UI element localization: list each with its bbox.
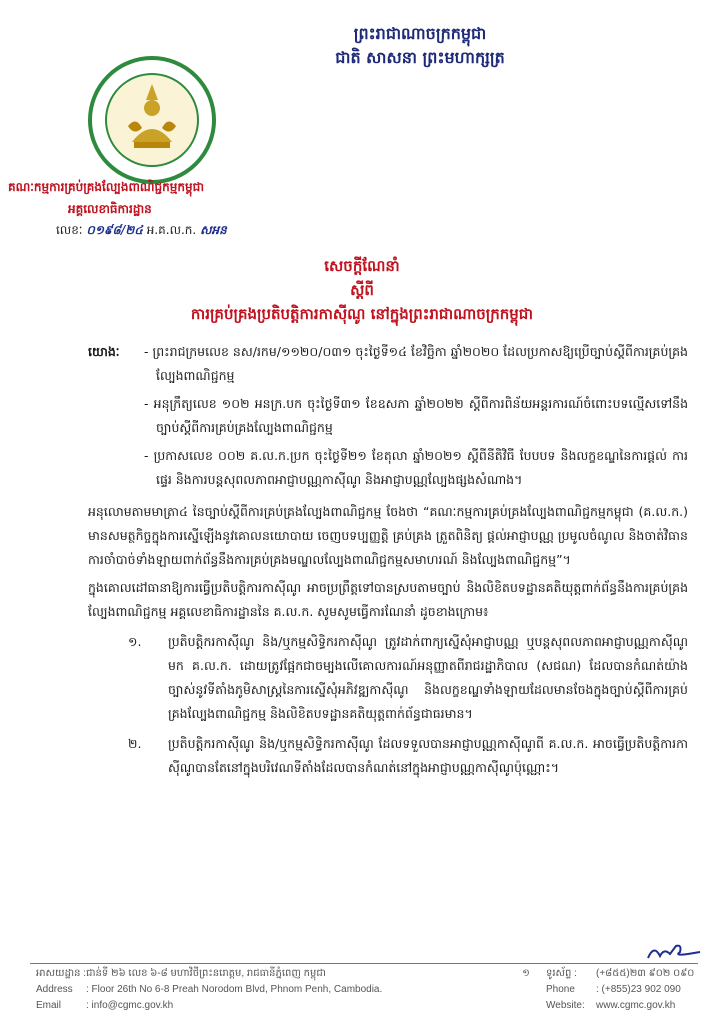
body-paragraph: ក្នុងគោលដៅធានាឱ្យការធ្វើប្រតិបត្តិការកាស៊ីណូ អាចប្រព្រឹត្តទៅបានស្របតាមច្បាប់ និងលិខិតបទដ្ឋានគតិយុត្តពាក់ព័ន្ធនឹងការគ្រប់គ្រងល្បែងពាណិជ្ជកម្ម អគ្គលេខាធិការដ្ឋាននៃ គ.ល.ក. សូមសូមធ្វើការណែនាំ ដូចខាងក្រោម៖	[88, 580, 688, 619]
footer-phone-label-kh: ទូរស័ព្ទ :	[546, 968, 577, 979]
footer-address: : Floor 26th No 6-8 Preah Norodom Blvd, Phnom Penh, Cambodia.	[86, 984, 383, 995]
organization-name: គណៈកម្មការគ្រប់គ្រងល្បែងពាណិជ្ជកម្មកម្ពុជា	[8, 180, 205, 194]
item-number: ២.	[128, 736, 142, 751]
footer-email-label: Email	[36, 1000, 62, 1011]
reference-item: - អនុក្រឹត្យលេខ ១០២ អនក្រ.បក ចុះថ្ងៃទី៣១ ខែឧសភា ឆ្នាំ២០២២ ស្តីពីការពិន័យអន្តរការណ៍ចំពោះបទល្មើសទៅនឹងច្បាប់ស្តីពីការគ្រប់គ្រងល្បែងពាណិជ្ជកម្ម	[144, 396, 688, 435]
footer-address-label-kh: អាសយដ្ឋាន :	[36, 968, 86, 979]
initials-signature	[644, 940, 704, 964]
kingdom-name: ព្រះរាជាណាចក្រកម្ពុជា	[353, 24, 487, 43]
item-text: ប្រតិបត្តិករកាស៊ីណូ និង/ឬកម្មសិទ្ធិករកាស៊ីណូ ដែលទទួលបានអាជ្ញាបណ្ណកាស៊ីណូពី គ.ល.ក. អាចធ្វើប្រតិបត្តិការកាស៊ីណូបានតែនៅក្នុងបរិវេណទីតាំងដែលបានកំណត់នៅក្នុងអាជ្ញាបណ្ណកាស៊ីណូប៉ុណ្ណោះ។	[168, 736, 688, 775]
issuing-organization	[8, 176, 318, 220]
numbered-item	[88, 630, 688, 726]
title-line-3: ការគ្រប់គ្រងប្រតិបត្តិការកាស៊ីណូ នៅក្នុងព្រះរាជាណាចក្រកម្ពុជា	[190, 305, 534, 323]
references-label: យោងៈ	[88, 344, 120, 359]
footer-website-label: Website:	[546, 1000, 585, 1011]
reference-item: - ប្រកាសលេខ ០០២ គ.ល.ក.ប្រក ចុះថ្ងៃទី២១ ខែតុលា ឆ្នាំ២០២១ ស្តីពីនីតិវិធី បែបបទ និងលក្ខខណ្ឌនៃការផ្តល់ ការផ្ទេរ និងការបន្តសុពលភាពអាជ្ញាបណ្ណកាស៊ីណូ និងអាជ្ញាបណ្ណល្បែងផ្សងសំណាង។	[144, 448, 688, 487]
footer-phone-kh: (+៨៥៥)២៣ ៩០២ ០៩០	[596, 968, 695, 979]
ref-suffix: អ.គ.ល.ក.	[146, 223, 197, 237]
page-number: ១	[522, 968, 530, 979]
numbered-item	[88, 732, 688, 780]
footer-phone: : (+855)23 902 090	[596, 984, 681, 995]
reference-item: - ព្រះរាជក្រមលេខ នស/រកម/១១២០/០៣១ ចុះថ្ងៃទី១៤ ខែវិច្ឆិកា ឆ្នាំ២០២០ ដែលប្រកាសឱ្យប្រើច្បាប់ស្តីពីការគ្រប់គ្រងល្បែងពាណិជ្ជកម្ម	[144, 344, 688, 383]
footer-divider	[30, 963, 698, 964]
item-text: ប្រតិបត្តិករកាស៊ីណូ និង/ឬកម្មសិទ្ធិករកាស៊ីណូ ត្រូវដាក់ពាក្យស្នើសុំអាជ្ញាបណ្ណ ឬបន្តសុពលភាពអាជ្ញាបណ្ណកាស៊ីណូ មក គ.ល.ក. ដោយត្រូវផ្អែកជាចម្បងលើគោលការណ៍អនុញ្ញាតពីរាជរដ្ឋាភិបាល (សជណ) ដែលបានកំណត់យ៉ាងច្បាស់នូវទីតាំងភូមិសាស្ត្រនៃការស្នើសុំអភិវឌ្ឍកាស៊ីណូ និងលក្ខខណ្ឌទាំងឡាយដែលមានចែងក្នុងច្បាប់ស្តីពីការគ្រប់គ្រងល្បែងពាណិជ្ជកម្ម និងលិខិតបទដ្ឋានគតិយុត្តពាក់ព័ន្ធជាធរមាន។	[168, 634, 688, 721]
ref-number: ០១៩៨/២៤	[86, 223, 143, 237]
ref-handwritten: សអន	[200, 223, 227, 237]
document-body	[88, 340, 688, 786]
footer-phone-label: Phone	[546, 984, 575, 995]
page-footer	[36, 966, 696, 1014]
reference-number	[56, 222, 227, 240]
item-number: ១.	[128, 634, 142, 649]
national-motto: ជាតិ សាសនា ព្រះមហាក្សត្រ	[335, 48, 505, 67]
document-title	[0, 254, 724, 326]
body-paragraph: អនុលោមតាមមាត្រា៤ នៃច្បាប់ស្តីពីការគ្រប់គ្រងល្បែងពាណិជ្ជកម្ម ចែងថា “គណៈកម្មការគ្រប់គ្រងល្បែងពាណិជ្ជកម្មកម្ពុជា (គ.ល.ក.) មានសមត្ថកិច្ចក្នុងការស្នើឡើងនូវគោលនយោបាយ ចេញបទប្បញ្ញត្តិ គ្រប់គ្រង ត្រួតពិនិត្យ ផ្តល់អាជ្ញាបណ្ណ ប្រមូលចំណូល និងចាត់វិធានការចាំបាច់ទាំងឡាយពាក់ព័ន្ធនឹងការគ្រប់គ្រងមណ្ឌលល្បែងពាណិជ្ជកម្មសមាហរណ៍ និងល្បែងពាណិជ្ជកម្ម”។	[88, 504, 688, 567]
ref-prefix: លេខៈ	[56, 223, 83, 237]
footer-email[interactable]: : info@cgmc.gov.kh	[86, 1000, 174, 1011]
title-line-2: ស្តីពី	[350, 281, 374, 299]
commission-seal-logo	[88, 56, 216, 184]
footer-address-label: Address	[36, 984, 73, 995]
footer-address-kh: ជាន់ទី ២៦ លេខ ៦-៨ មហាវិថីព្រះនរោត្តម, រាជធានីភ្នំពេញ កម្ពុជា	[86, 968, 326, 979]
department-name: អគ្គលេខាធិការដ្ឋាន	[68, 202, 152, 216]
footer-website[interactable]: www.cgmc.gov.kh	[596, 1000, 676, 1011]
kingdom-header	[300, 22, 540, 70]
references-block	[88, 340, 688, 496]
title-line-1: សេចក្តីណែនាំ	[324, 257, 400, 275]
